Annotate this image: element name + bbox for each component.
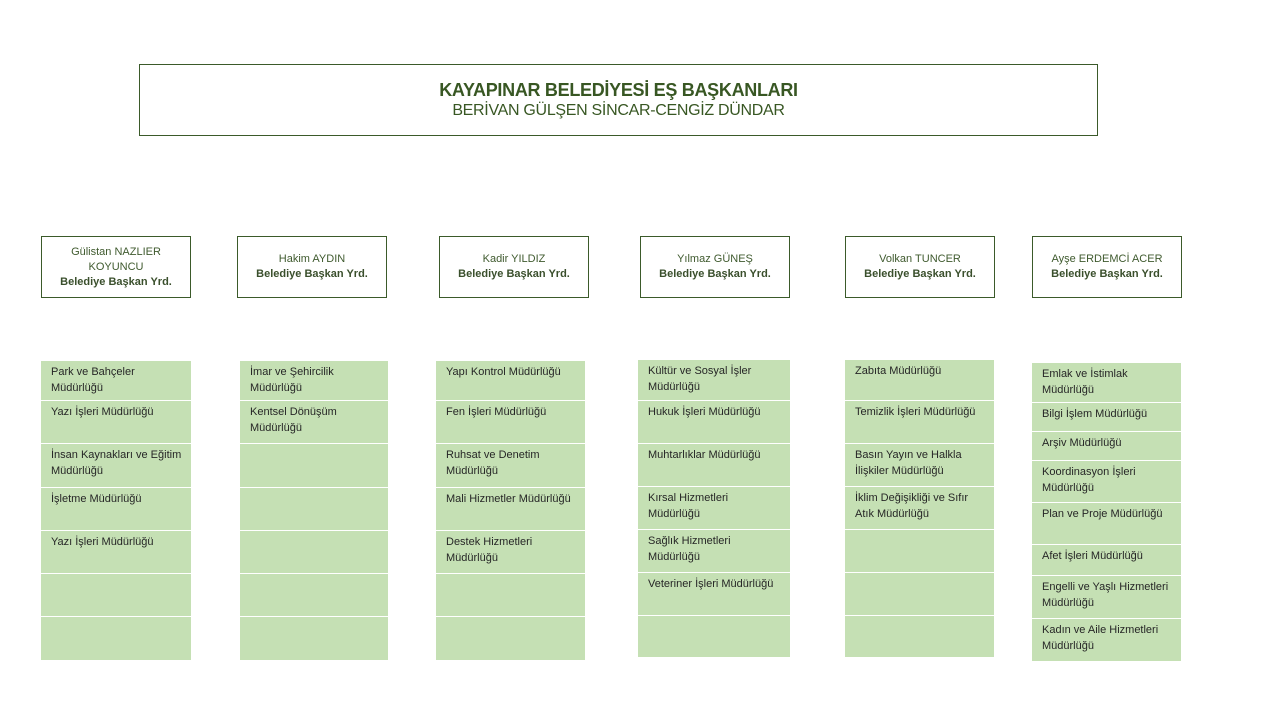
deputy-role: Belediye Başkan Yrd.: [256, 268, 368, 280]
directorate-cell: [436, 617, 585, 660]
directorate-cell: Fen İşleri Müdürlüğü: [436, 401, 585, 444]
directorate-cell: Yapı Kontrol Müdürlüğü: [436, 361, 585, 401]
directorate-cell: Veteriner İşleri Müdürlüğü: [638, 573, 790, 616]
co-mayors-names: BERİVAN GÜLŞEN SİNCAR-CENGİZ DÜNDAR: [452, 102, 785, 119]
directorate-column-3: [436, 361, 585, 660]
directorate-cell: [240, 444, 388, 488]
directorate-column-1: [41, 361, 191, 660]
deputy-box-6: [1032, 236, 1182, 298]
mayors-title-box: [139, 64, 1098, 136]
directorate-cell: [845, 616, 994, 657]
directorate-cell: İşletme Müdürlüğü: [41, 488, 191, 531]
deputy-box-5: [845, 236, 995, 298]
org-title: KAYAPINAR BELEDİYESİ EŞ BAŞKANLARI: [439, 80, 798, 100]
directorate-cell: Zabıta Müdürlüğü: [845, 360, 994, 401]
deputy-role: Belediye Başkan Yrd.: [864, 268, 976, 280]
directorate-cell: [240, 531, 388, 574]
deputy-role: Belediye Başkan Yrd.: [659, 268, 771, 280]
directorate-cell: Plan ve Proje Müdürlüğü: [1032, 503, 1181, 545]
directorate-cell: [41, 617, 191, 660]
directorate-cell: Arşiv Müdürlüğü: [1032, 432, 1181, 461]
directorate-cell: [240, 617, 388, 660]
directorate-cell: İklim Değişikliği ve Sıfır Atık Müdürlüğü: [845, 487, 994, 530]
directorate-cell: İnsan Kaynakları ve Eğitim Müdürlüğü: [41, 444, 191, 488]
deputy-name: Hakim AYDIN: [278, 253, 346, 265]
deputy-name: Kadir YILDIZ: [482, 253, 546, 265]
directorate-cell: Temizlik İşleri Müdürlüğü: [845, 401, 994, 444]
directorate-cell: Kentsel Dönüşüm Müdürlüğü: [240, 401, 388, 444]
directorate-cell: Engelli ve Yaşlı Hizmetleri Müdürlüğü: [1032, 576, 1181, 619]
deputy-role: Belediye Başkan Yrd.: [458, 268, 570, 280]
deputy-box-4: [640, 236, 790, 298]
directorate-column-5: [845, 360, 994, 657]
directorate-cell: [240, 488, 388, 531]
directorate-cell: Bilgi İşlem Müdürlüğü: [1032, 403, 1181, 432]
directorate-cell: İmar ve Şehircilik Müdürlüğü: [240, 361, 388, 401]
directorate-cell: Park ve Bahçeler Müdürlüğü: [41, 361, 191, 401]
directorate-cell: Kırsal Hizmetleri Müdürlüğü: [638, 487, 790, 530]
deputy-name: Volkan TUNCER: [879, 253, 961, 265]
directorate-cell: Destek Hizmetleri Müdürlüğü: [436, 531, 585, 574]
directorate-column-6: [1032, 363, 1181, 661]
deputy-name: Ayşe ERDEMCİ ACER: [1051, 253, 1163, 265]
directorate-cell: Kadın ve Aile Hizmetleri Müdürlüğü: [1032, 619, 1181, 661]
directorate-cell: Ruhsat ve Denetim Müdürlüğü: [436, 444, 585, 488]
directorate-cell: [638, 616, 790, 657]
directorate-cell: Afet İşleri Müdürlüğü: [1032, 545, 1181, 576]
directorate-cell: Muhtarlıklar Müdürlüğü: [638, 444, 790, 487]
directorate-cell: Yazı İşleri Müdürlüğü: [41, 531, 191, 574]
directorate-cell: [845, 573, 994, 616]
directorate-cell: Hukuk İşleri Müdürlüğü: [638, 401, 790, 444]
directorate-cell: Emlak ve İstimlak Müdürlüğü: [1032, 363, 1181, 403]
deputy-role: Belediye Başkan Yrd.: [1051, 268, 1163, 280]
directorate-cell: [436, 574, 585, 617]
directorate-cell: [41, 574, 191, 617]
directorate-cell: [845, 530, 994, 573]
deputy-box-3: [439, 236, 589, 298]
deputy-box-1: [41, 236, 191, 298]
directorate-cell: Koordinasyon İşleri Müdürlüğü: [1032, 461, 1181, 503]
deputy-name: Yılmaz GÜNEŞ: [677, 253, 753, 265]
deputy-box-2: [237, 236, 387, 298]
directorate-cell: [240, 574, 388, 617]
directorate-column-2: [240, 361, 388, 660]
directorate-column-4: [638, 360, 790, 657]
directorate-cell: Yazı İşleri Müdürlüğü: [41, 401, 191, 444]
deputy-name: Gülistan NAZLIER KOYUNCU: [71, 245, 161, 273]
deputy-role: Belediye Başkan Yrd.: [60, 275, 172, 288]
directorate-cell: Basın Yayın ve Halkla İlişkiler Müdürlüğü: [845, 444, 994, 487]
directorate-cell: Sağlık Hizmetleri Müdürlüğü: [638, 530, 790, 573]
directorate-cell: Mali Hizmetler Müdürlüğü: [436, 488, 585, 531]
directorate-cell: Kültür ve Sosyal İşler Müdürlüğü: [638, 360, 790, 401]
